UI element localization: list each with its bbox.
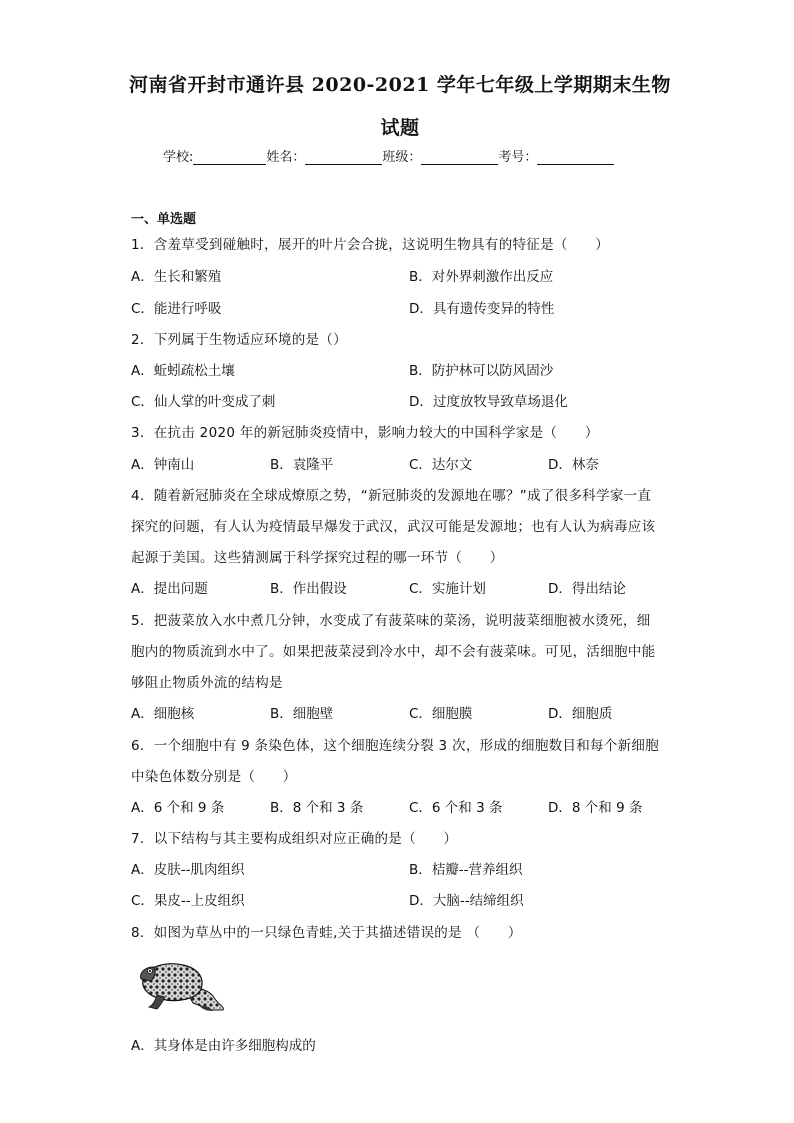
q1-option-a: A．生长和繁殖	[131, 269, 222, 285]
q3-option-b: B．袁隆平	[270, 457, 334, 473]
q2-option-b: B．防护林可以防风固沙	[409, 363, 554, 379]
q1-option-b: B．对外界刺激作出反应	[409, 269, 554, 285]
question-4-text-line1: 4．随着新冠肺炎在全球成燎原之势，“新冠肺炎的发源地在哪？”成了很多科学家一直	[131, 488, 652, 504]
q4-option-b: B．作出假设	[270, 581, 347, 597]
q4-option-c: C．实施计划	[409, 581, 486, 597]
class-blank	[421, 150, 498, 165]
q3-option-c: C．达尔文	[409, 457, 473, 473]
class-label: 班级：	[382, 150, 422, 165]
question-2-text: 2．下列属于生物适应环境的是（）	[131, 332, 347, 348]
q5-option-b: B．细胞壁	[270, 706, 334, 722]
q1-option-c: C．能进行呼吸	[131, 301, 222, 317]
q5-option-a: A．细胞核	[131, 706, 195, 722]
q6-option-a: A．6 个和 9 条	[131, 800, 225, 816]
q1-option-d: D．具有遗传变异的特性	[409, 301, 555, 317]
q3-option-a: A．钟南山	[131, 457, 195, 473]
question-5-text-line1: 5．把菠菜放入水中煮几分钟，水变成了有菠菜味的菜汤，说明菠菜细胞被水烫死，细	[131, 613, 651, 629]
question-4-text-line3: 起源于美国。这些猜测属于科学探究过程的哪一环节（ ）	[131, 550, 504, 566]
name-label: 姓名：	[266, 150, 306, 165]
q2-option-a: A．蚯蚓疏松土壤	[131, 363, 235, 379]
student-info-row	[163, 146, 614, 165]
question-3-text: 3．在抗击 2020 年的新冠肺炎疫情中，影响力较大的中国科学家是（ ）	[131, 425, 599, 441]
question-5-text-line2: 胞内的物质流到水中了。如果把菠菜浸到冷水中，却不会有菠菜味。可见，活细胞中能	[131, 644, 656, 660]
q4-option-d: D．得出结论	[548, 581, 626, 597]
question-7-text: 7．以下结构与其主要构成组织对应正确的是（ ）	[131, 831, 458, 847]
school-blank	[193, 150, 266, 165]
q2-option-d: D．过度放牧导致草场退化	[409, 394, 568, 410]
number-label: 考号：	[498, 150, 538, 165]
q6-option-d: D．8 个和 9 条	[548, 800, 643, 816]
exam-title-line1: 河南省开封市通许县 2020-2021 学年七年级上学期期末生物	[129, 74, 671, 96]
frog-image	[137, 955, 227, 1013]
section-heading: 一、单选题	[131, 212, 197, 227]
number-blank	[537, 150, 614, 165]
question-6-text-line2: 中染色体数分别是（ ）	[131, 769, 297, 785]
q5-option-d: D．细胞质	[548, 706, 613, 722]
exam-title-line2: 试题	[380, 117, 420, 139]
q6-option-b: B．8 个和 3 条	[270, 800, 364, 816]
q3-option-d: D．林奈	[548, 457, 599, 473]
question-4-text-line2: 探究的问题，有人认为疫情最早爆发于武汉，武汉可能是发源地；也有人认为病毒应该	[131, 519, 656, 535]
q7-option-b: B．桔瓣--营养组织	[409, 862, 523, 878]
q7-option-d: D．大脑--结缔组织	[409, 893, 524, 909]
q8-option-a: A．其身体是由许多细胞构成的	[131, 1038, 316, 1054]
school-label: 学校:	[163, 150, 194, 165]
question-1-text: 1．含羞草受到碰触时，展开的叶片会合拢，这说明生物具有的特征是（ ）	[131, 237, 610, 253]
q6-option-c: C．6 个和 3 条	[409, 800, 503, 816]
question-5-text-line3: 够阻止物质外流的结构是	[131, 675, 283, 691]
question-8-text: 8．如图为草丛中的一只绿色青蛙,关于其描述错误的是 （ ）	[131, 925, 522, 941]
name-blank	[305, 150, 382, 165]
q2-option-c: C．仙人掌的叶变成了刺	[131, 394, 276, 410]
q4-option-a: A．提出问题	[131, 581, 208, 597]
q7-option-c: C．果皮--上皮组织	[131, 893, 245, 909]
question-6-text-line1: 6．一个细胞中有 9 条染色体，这个细胞连续分裂 3 次，形成的细胞数目和每个新细胞	[131, 738, 660, 754]
q7-option-a: A．皮肤--肌肉组织	[131, 862, 245, 878]
q5-option-c: C．细胞膜	[409, 706, 473, 722]
